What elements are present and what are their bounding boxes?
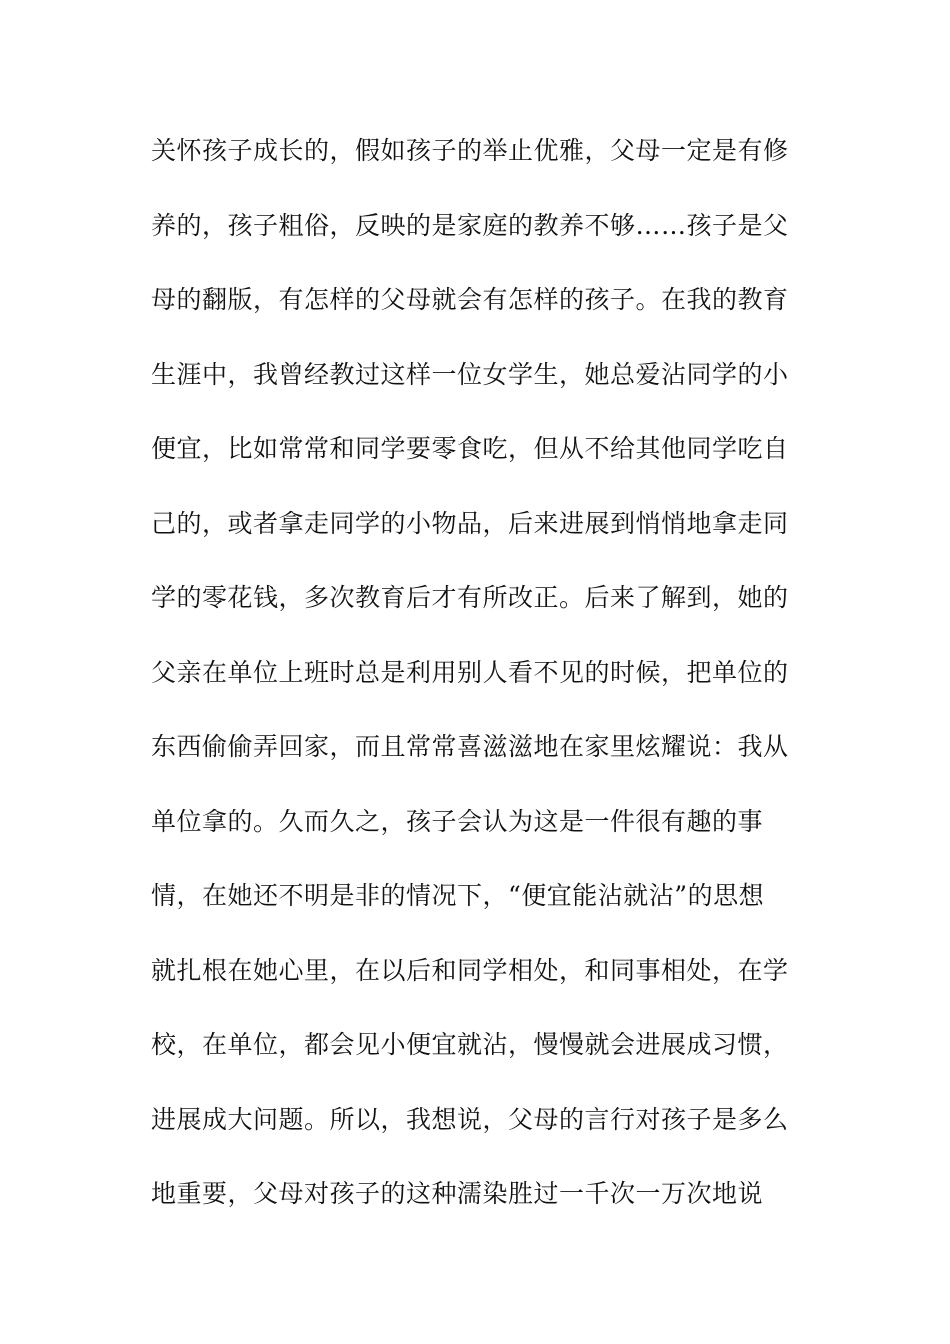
text-line: 养的，孩子粗俗，反映的是家庭的教养不够……孩子是父 xyxy=(151,210,789,240)
text-line: 校，在单位，都会见小便宜就沾，慢慢就会进展成习惯， xyxy=(151,1030,789,1059)
text-line: 关怀孩子成长的，假如孩子的举止优雅，父母一定是有修 xyxy=(151,136,789,165)
text-line: 地重要，父母对孩子的这种濡染胜过一千次一万次地说 xyxy=(151,1179,764,1208)
text-line: 生涯中，我曾经教过这样一位女学生，她总爱沾同学的小 xyxy=(151,359,789,389)
text-line: 己的，或者拿走同学的小物品，后来进展到悄悄地拿走同 xyxy=(151,508,789,538)
text-line: 便宜，比如常常和同学要零食吃，但从不给其他同学吃自 xyxy=(151,434,789,463)
text-line: 母的翻版，有怎样的父母就会有怎样的孩子。在我的教育 xyxy=(151,285,789,314)
text-line: 情，在她还不明是非的情况下，“便宜能沾就沾”的思想 xyxy=(151,881,765,910)
text-line: 单位拿的。久而久之，孩子会认为这是一件很有趣的事 xyxy=(151,806,764,836)
text-line: 东西偷偷弄回家，而且常常喜滋滋地在家里炫耀说：我从 xyxy=(151,732,789,761)
text-line: 父亲在单位上班时总是利用别人看不见的时候，把单位的 xyxy=(151,657,789,687)
text-line: 学的零花钱，多次教育后才有所改正。后来了解到，她的 xyxy=(151,583,789,612)
text-line: 进展成大问题。所以，我想说，父母的言行对孩子是多么 xyxy=(151,1104,789,1134)
body-text xyxy=(151,128,811,1246)
text-line: 就扎根在她心里，在以后和同学相处，和同事相处，在学 xyxy=(151,955,789,985)
